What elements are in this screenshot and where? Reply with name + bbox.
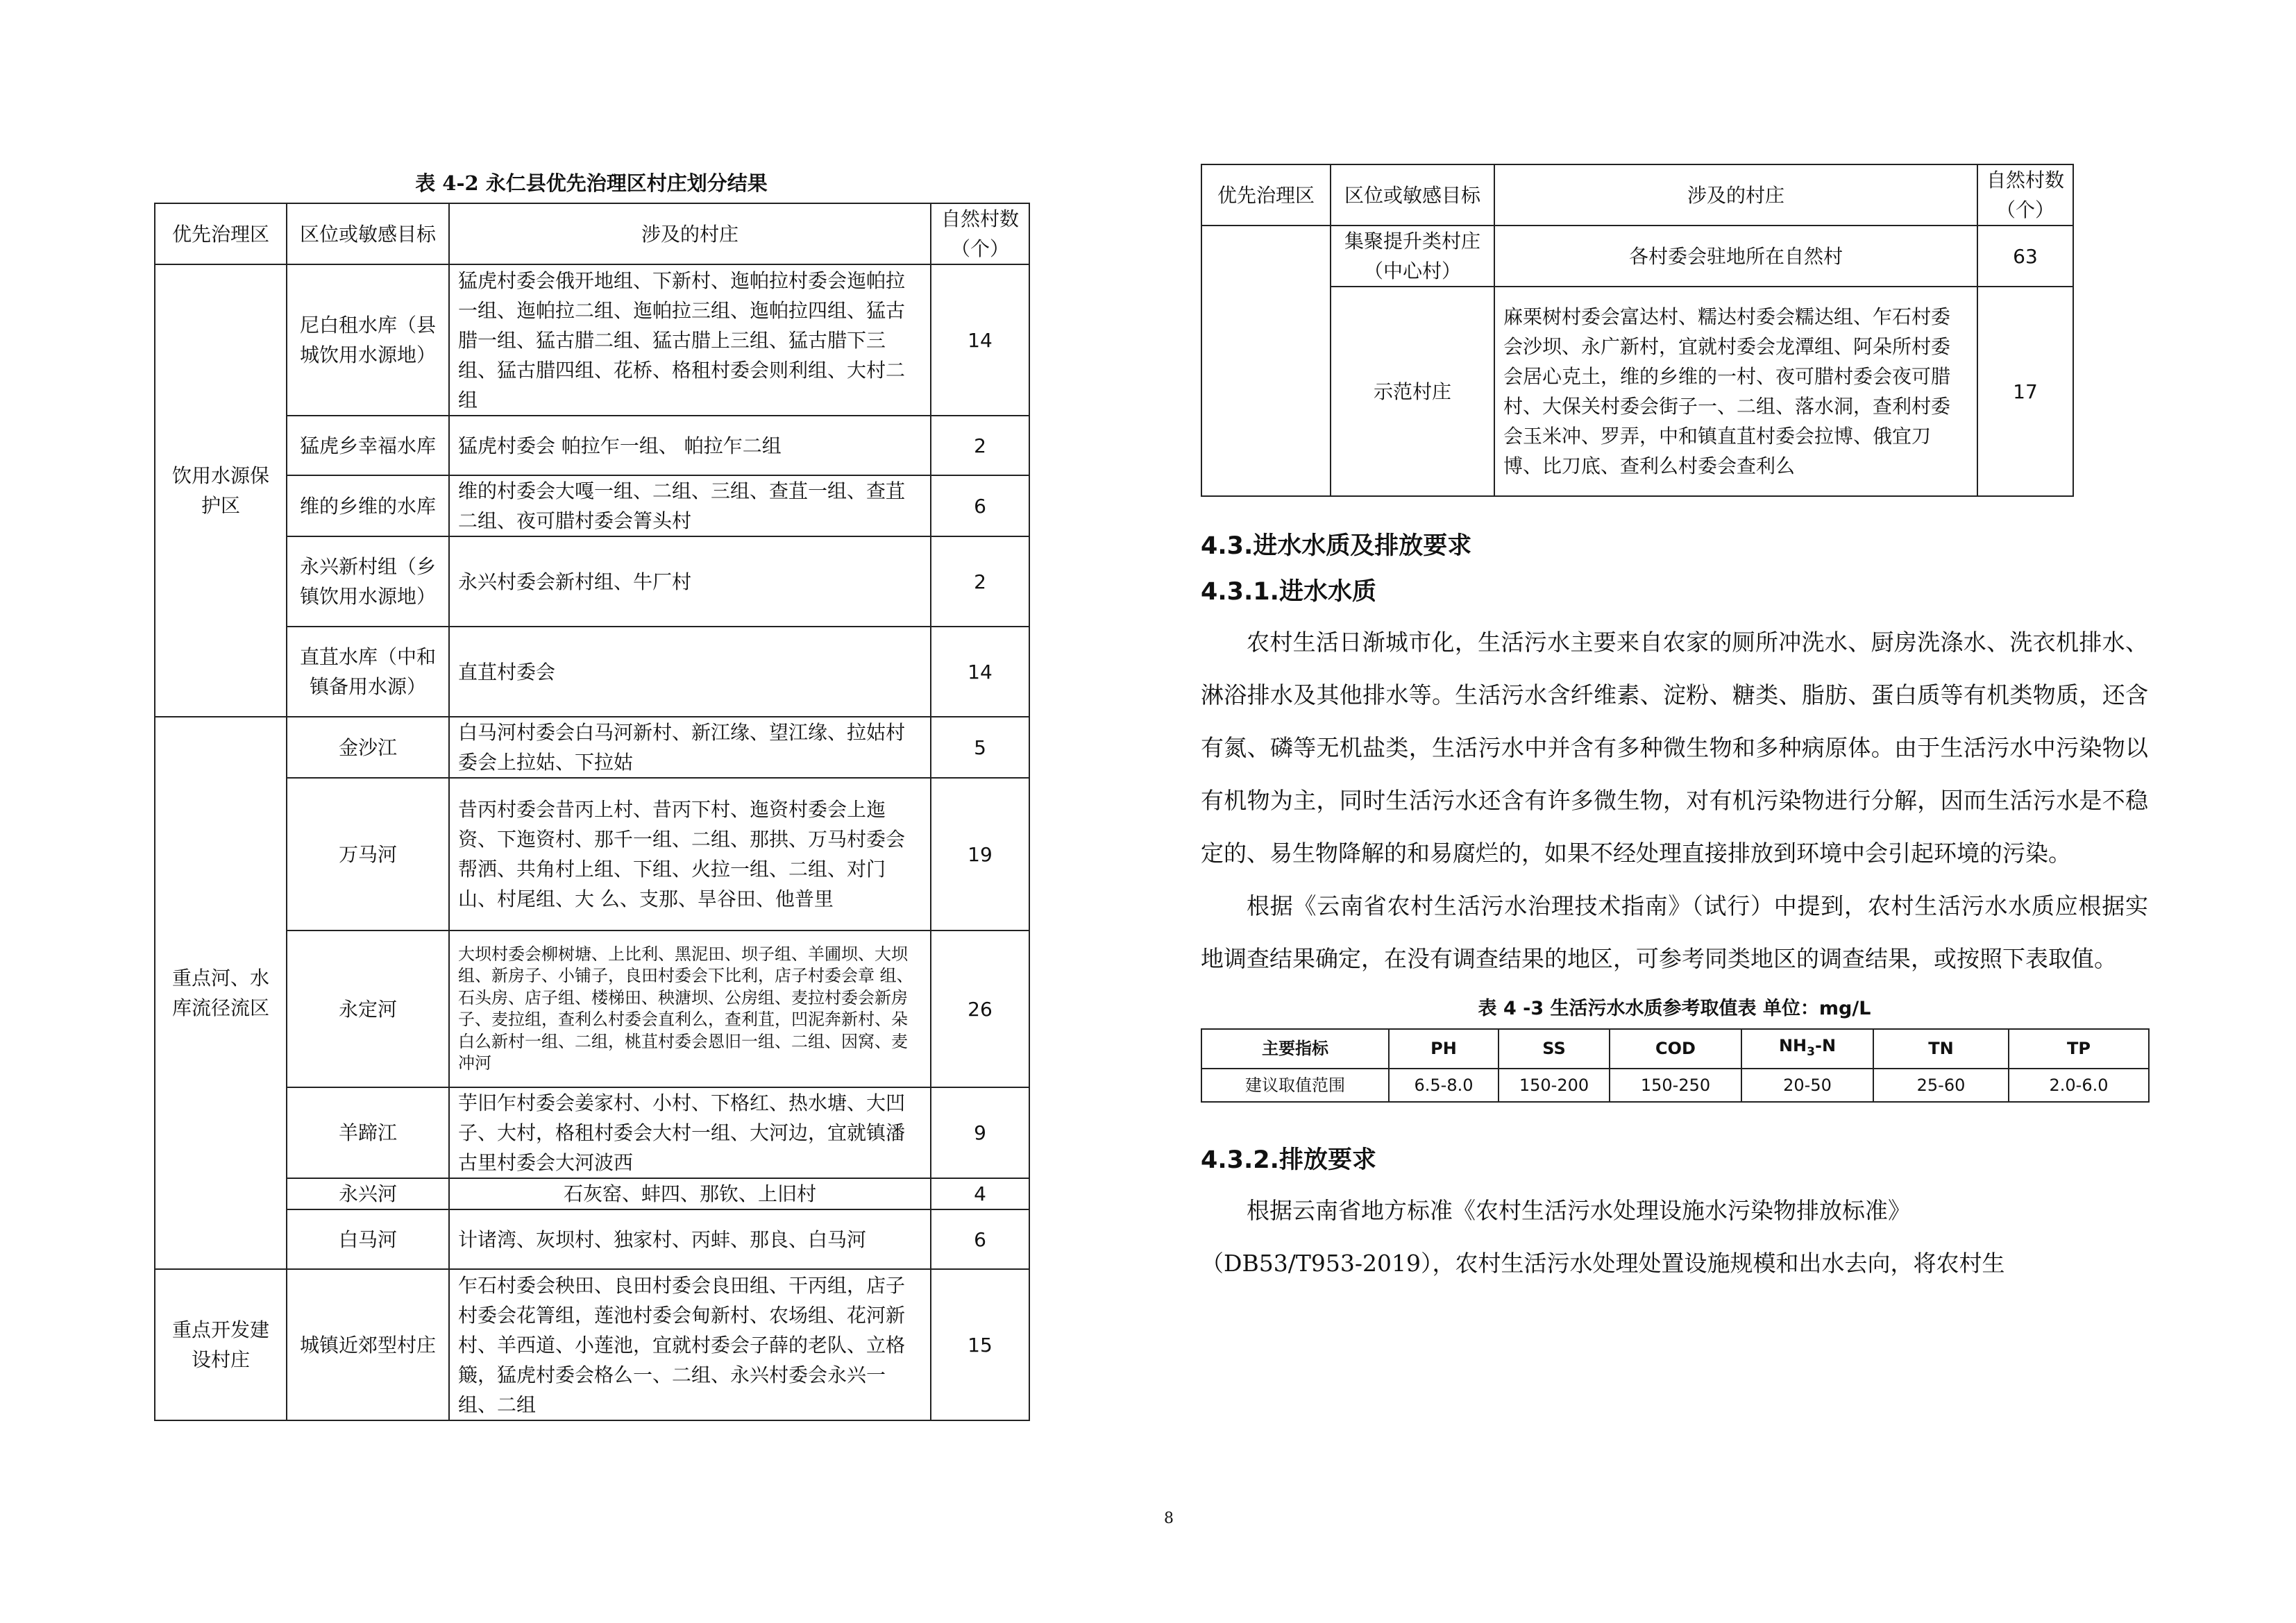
table-row (1201, 1069, 2149, 1102)
table-row (155, 717, 1029, 778)
header-zone: 优先治理区 (1201, 164, 1331, 226)
header-cod: COD (1610, 1029, 1741, 1069)
target-cell: 永定河 (287, 931, 449, 1087)
value-cell: 25-60 (1873, 1069, 2009, 1102)
villages-cell: 各村委会驻地所在自然村 (1494, 226, 1977, 287)
zone-cell: 重点河、水库流径流区 (155, 717, 287, 1269)
target-cell: 永兴新村组（乡镇饮用水源地） (287, 536, 449, 627)
paragraph: （DB53/T953-2019），农村生活污水处理处置设施规模和出水去向，将农村生 (1201, 1249, 2005, 1277)
target-cell: 金沙江 (287, 717, 449, 778)
value-cell: 150-250 (1610, 1069, 1741, 1102)
header-villages: 涉及的村庄 (449, 203, 931, 264)
value-cell: 2.0-6.0 (2009, 1069, 2149, 1102)
table-4-2-continued (1201, 164, 2074, 497)
villages-cell: 麻栗树村委会富达村、糯达村委会糯达组、乍石村委会沙坝、永广新村，宜就村委会龙潭组、阿朵所村委会居心克土，维的乡维的一村、夜可腊村委会夜可腊村、大保关村委会街子一、二组、落水洞，查利村委会玉米冲、罗弄，中和镇直苴村委会拉博、俄宜刀博、比刀底、查利么村委会查利么 (1494, 287, 1977, 496)
section-title: 4.3.进水水质及排放要求 (1201, 532, 1472, 560)
paragraph: 根据《云南省农村生活污水治理技术指南》（试行）中提到，农村生活污水水质应根据实地调查结果确定，在没有调查结果的地区，可参考同类地区的调查结果，或按照下表取值。 (1201, 892, 2148, 972)
target-cell: 示范村庄 (1331, 287, 1494, 496)
table-4-2 (154, 203, 1030, 1421)
value-cell: 20-50 (1741, 1069, 1873, 1102)
count-cell: 4 (931, 1178, 1029, 1209)
zone-cell-empty (1201, 226, 1331, 496)
villages-cell: 永兴村委会新村组、牛厂村 (449, 536, 931, 627)
header-tp: TP (2009, 1029, 2149, 1069)
target-cell: 永兴河 (287, 1178, 449, 1209)
target-cell: 尼白租水库（县城饮用水源地） (287, 264, 449, 416)
villages-cell: 猛虎村委会 帕拉乍一组、 帕拉乍二组 (449, 416, 931, 475)
count-cell: 17 (1977, 287, 2073, 496)
header-count: 自然村数（个） (931, 203, 1029, 264)
count-cell: 5 (931, 717, 1029, 778)
target-cell: 羊蹄江 (287, 1087, 449, 1178)
header-ss: SS (1499, 1029, 1610, 1069)
villages-cell: 昔丙村委会昔丙上村、昔丙下村、迤资村委会上迤资、下迤资村、那千一组、二组、那拱、万马村委会帮洒、共角村上组、下组、火拉一组、二组、对门山、村尾组、大 么、支那、旱谷田、他普里 (449, 778, 931, 931)
count-cell: 6 (931, 475, 1029, 536)
count-cell: 6 (931, 1209, 1029, 1269)
villages-cell: 芋旧乍村委会姜家村、小村、下格红、热水塘、大凹子、大村，格租村委会大村一组、大河边，宜就镇潘古里村委会大河波西 (449, 1087, 931, 1178)
paragraph: 农村生活日渐城市化，生活污水主要来自农家的厕所冲洗水、厨房洗涤水、洗衣机排水、淋浴排水及其他排水等。生活污水含纤维素、淀粉、糖类、脂肪、蛋白质等有机类物质，还含有氮、磷等无机盐类，生活污水中并含有多种微生物和多种病原体。由于生活污水中污染物以有机物为主，同时生活污水还含有许多微生物，对有机污染物进行分解，因而生活污水是不稳定的、易生物降解的和易腐烂的，如果不经处理直接排放到环境中会引起环境的污染。 (1201, 629, 2148, 867)
header-nh3n: $NH_3-N$ (1741, 1029, 1873, 1069)
target-cell: 城镇近郊型村庄 (287, 1269, 449, 1420)
target-cell: 万马河 (287, 778, 449, 931)
count-cell: 2 (931, 536, 1029, 627)
count-cell: 63 (1977, 226, 2073, 287)
table-header-row (1201, 164, 2073, 226)
header-indicator: 主要指标 (1201, 1029, 1389, 1069)
header-count: 自然村数（个） (1977, 164, 2073, 226)
villages-cell: 猛虎村委会俄开地组、下新村、迤帕拉村委会迤帕拉一组、迤帕拉二组、迤帕拉三组、迤帕拉四组、猛古腊一组、猛古腊二组、猛古腊上三组、猛古腊下三组、猛古腊四组、花桥、格租村委会则利组、大村二组 (449, 264, 931, 416)
zone-cell: 重点开发建设村庄 (155, 1269, 287, 1420)
value-cell: 150-200 (1499, 1069, 1610, 1102)
table-4-3 (1201, 1028, 2150, 1103)
zone-cell: 饮用水源保护区 (155, 264, 287, 717)
paragraph: 根据云南省地方标准《农村生活污水处理设施水污染物排放标准》 (1247, 1196, 1911, 1224)
villages-cell: 直苴村委会 (449, 627, 931, 717)
row-label: 建议取值范围 (1201, 1069, 1389, 1102)
subsection-title: 4.3.2.排放要求 (1201, 1146, 1376, 1174)
header-tn: TN (1873, 1029, 2009, 1069)
count-cell: 19 (931, 778, 1029, 931)
table-row (1201, 287, 2073, 496)
target-cell: 集聚提升类村庄（中心村） (1331, 226, 1494, 287)
table-header-row (1201, 1029, 2149, 1069)
villages-cell: 白马河村委会白马河新村、新江缘、望江缘、拉姑村委会上拉姑、下拉姑 (449, 717, 931, 778)
table-row (155, 1269, 1029, 1420)
count-cell: 14 (931, 264, 1029, 416)
count-cell: 26 (931, 931, 1029, 1087)
table-4-3-caption: 表 4 -3 生活污水水质参考取值表 单位：mg/L (1478, 998, 1871, 1019)
header-villages: 涉及的村庄 (1494, 164, 1977, 226)
table-row (155, 264, 1029, 416)
target-cell: 白马河 (287, 1209, 449, 1269)
table-row (1201, 226, 2073, 287)
header-ph: PH (1389, 1029, 1499, 1069)
count-cell: 15 (931, 1269, 1029, 1420)
subsection-title: 4.3.1.进水水质 (1201, 578, 1376, 606)
target-cell: 维的乡维的水库 (287, 475, 449, 536)
villages-cell: 乍石村委会秧田、良田村委会良田组、干丙组，店子村委会花箐组，莲池村委会甸新村、农场组、花河新村、羊西道、小莲池，宜就村委会子薛的老队、立格簸，猛虎村委会格么一、二组、永兴村委会永兴一组、二组 (449, 1269, 931, 1420)
header-target: 区位或敏感目标 (1331, 164, 1494, 226)
header-zone: 优先治理区 (155, 203, 287, 264)
header-target: 区位或敏感目标 (287, 203, 449, 264)
count-cell: 14 (931, 627, 1029, 717)
target-cell: 直苴水库（中和镇备用水源） (287, 627, 449, 717)
right-column (1201, 164, 2159, 1290)
table-4-2-caption: 表 4-2 永仁县优先治理区村庄划分结果 (415, 171, 768, 195)
count-cell: 9 (931, 1087, 1029, 1178)
count-cell: 2 (931, 416, 1029, 475)
villages-cell: 计诸湾、灰坝村、独家村、丙蚌、那良、白马河 (449, 1209, 931, 1269)
villages-cell: 石灰窑、蚌四、那钦、上旧村 (449, 1178, 931, 1209)
villages-cell: 大坝村委会柳树塘、上比利、黑泥田、坝子组、羊圃坝、大坝组、新房子、小铺子，良田村委会下比利，店子村委会章 组、石头房、店子组、楼梯田、秧溏坝、公房组、麦拉村委会新房子、麦拉组，查利么村委会直利么，查利苴，凹泥奔新村、朵白么新村一组、二组，桃苴村委会恩旧一组、二组、因窝、麦冲河 (449, 931, 931, 1087)
table-4-2-block (154, 164, 1029, 1421)
value-cell: 6.5-8.0 (1389, 1069, 1499, 1102)
villages-cell: 维的村委会大嘎一组、二组、三组、查苴一组、查苴二组、夜可腊村委会箐头村 (449, 475, 931, 536)
table-header-row (155, 203, 1029, 264)
target-cell: 猛虎乡幸福水库 (287, 416, 449, 475)
page-number: 8 (1164, 1510, 1174, 1527)
